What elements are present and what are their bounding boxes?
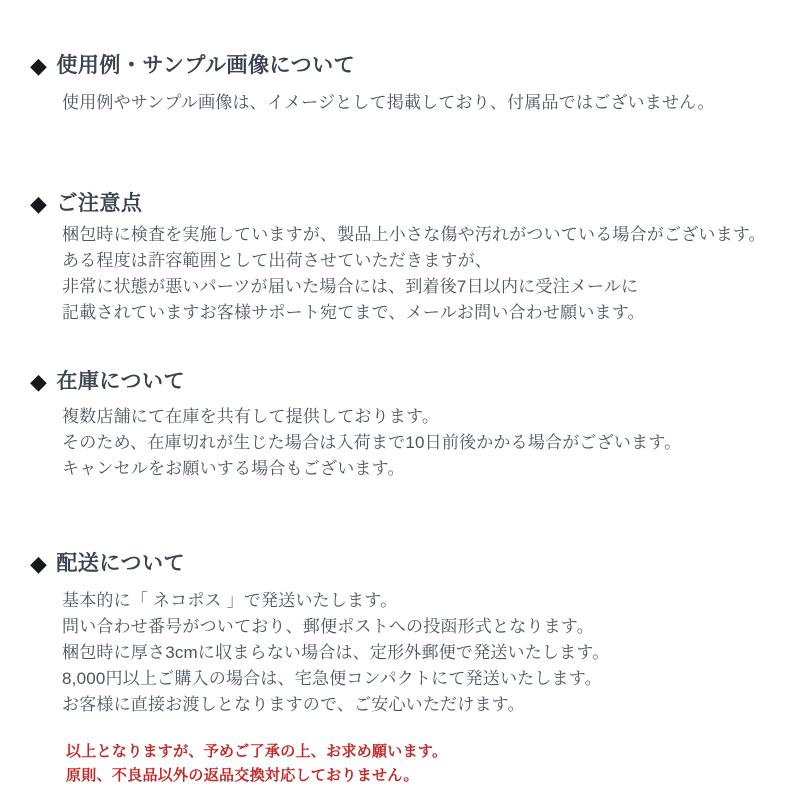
section-cautions-header (30, 190, 800, 218)
body-line: 記載されていますお客様サポート宛てまで、メールお問い合わせ願います。 (62, 303, 645, 322)
body-line: 使用例やサンプル画像は、イメージとして掲載しており、付属品ではございません。 (62, 93, 715, 112)
diamond-icon: ◆ (30, 53, 48, 78)
body-line: そのため、在庫切れが生じた場合は入荷まで10日前後かかる場合がございます。 (62, 433, 682, 452)
body-line: 梱包時に厚さ3cmに収まらない場合は、定形外郵便で発送いたします。 (62, 643, 610, 662)
section-sample-images-header (30, 52, 800, 80)
section-title: 配送について (56, 552, 186, 575)
body-line: 非常に状態が悪いパーツが届いた場合には、到着後7日以内に受注メールに (62, 277, 639, 296)
section-cautions-body (62, 222, 800, 326)
body-line: 複数店舗にて在庫を共有して提供しております。 (62, 407, 440, 426)
body-line: 梱包時に検査を実施していますが、製品上小さな傷や汚れがついている場合がございます。 (62, 225, 766, 244)
section-sample-images (30, 52, 800, 116)
warning-line: 以上となりますが、予めご了承の上、お求め願います。 (66, 743, 448, 760)
section-stock-body (62, 404, 800, 482)
section-stock-header (30, 368, 800, 396)
diamond-icon: ◆ (30, 191, 48, 216)
body-line: 問い合わせ番号がついており、郵便ポストへの投函形式となります。 (62, 617, 594, 636)
body-line: 基本的に「 ネコポス 」で発送いたします。 (62, 591, 398, 610)
warning-notice (66, 740, 800, 788)
section-shipping (30, 550, 800, 718)
diamond-icon: ◆ (30, 551, 48, 576)
body-line: 8,000円以上ご購入の場合は、宅急便コンパクトにて発送いたします。 (62, 669, 602, 688)
warning-line: 原則、不良品以外の返品交換対応しておりません。 (66, 767, 419, 784)
body-line: キャンセルをお願いする場合もございます。 (62, 459, 405, 478)
section-sample-images-body (62, 90, 800, 116)
section-shipping-header (30, 550, 800, 578)
section-shipping-body (62, 588, 800, 718)
diamond-icon: ◆ (30, 369, 48, 394)
section-title: 使用例・サンプル画像について (56, 54, 356, 77)
section-cautions (30, 190, 800, 326)
section-title: ご注意点 (56, 192, 143, 215)
body-line: ある程度は許容範囲として出荷させていただきますが、 (62, 251, 492, 270)
section-stock (30, 368, 800, 482)
section-title: 在庫について (56, 370, 186, 393)
body-line: お客様に直接お渡しとなりますので、ご安心いただけます。 (62, 695, 525, 714)
